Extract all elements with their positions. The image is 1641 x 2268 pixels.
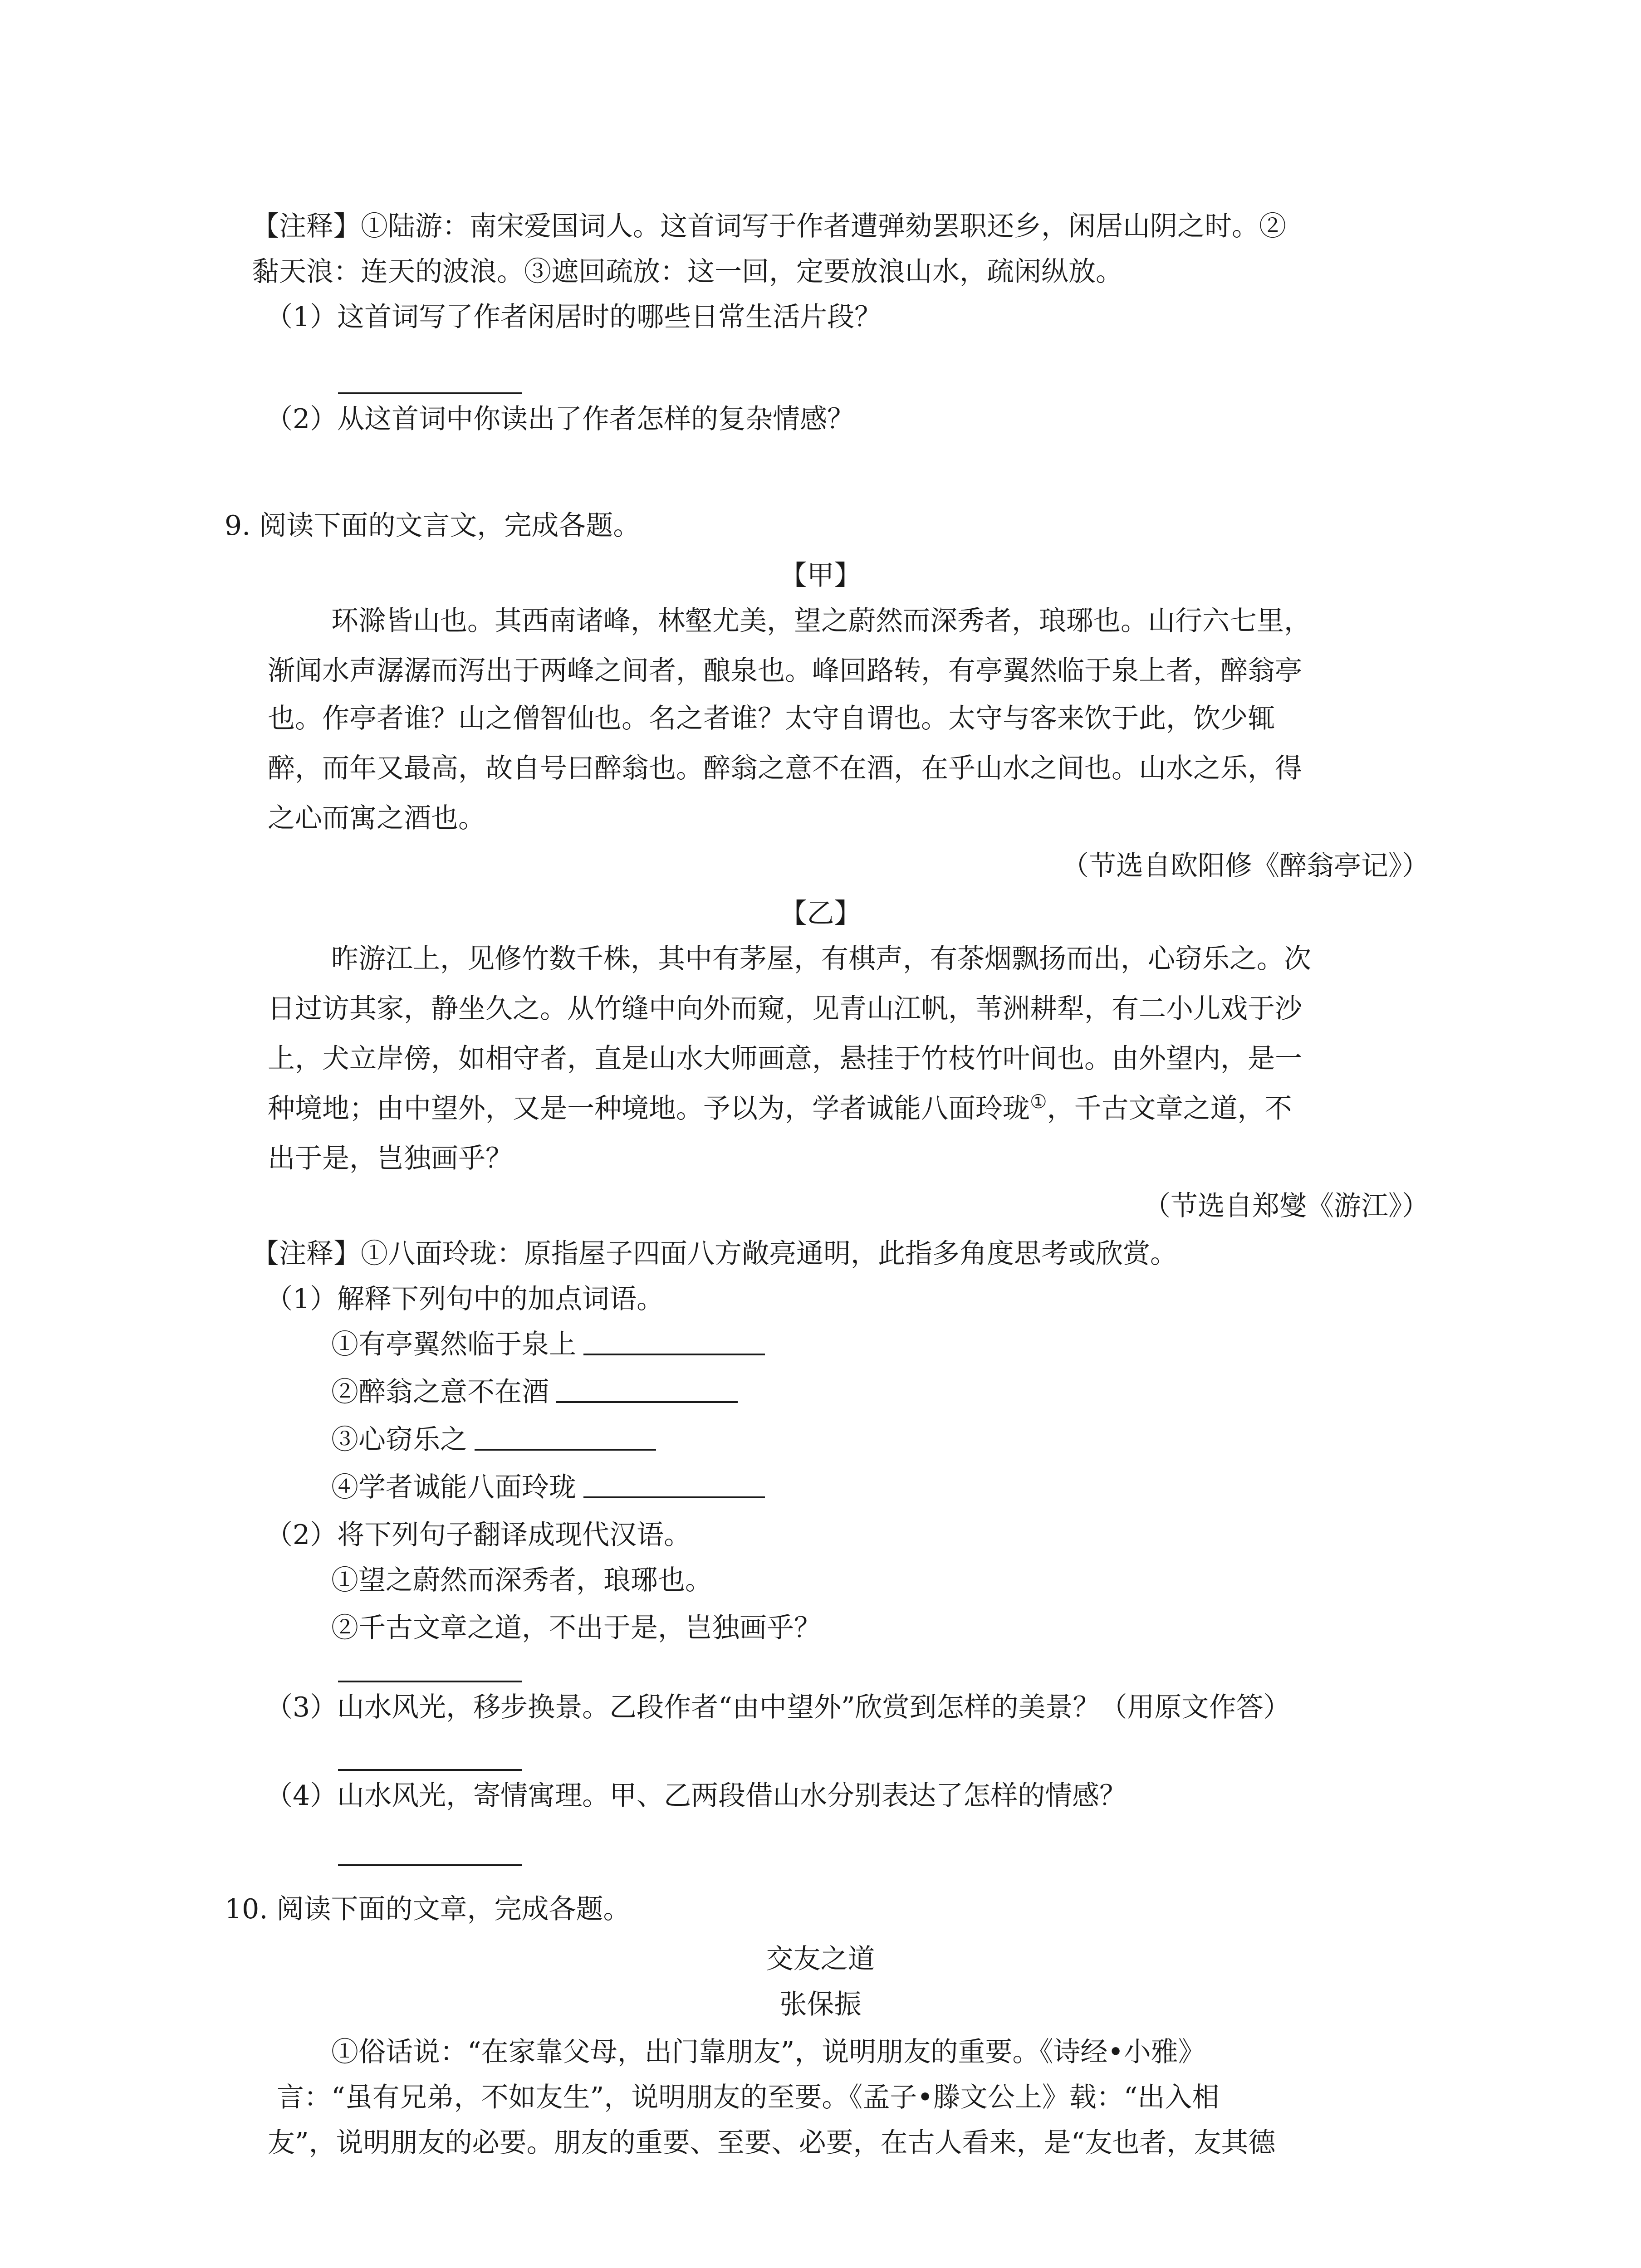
q9-sub4: （4）山水风光，寄情寓理。甲、乙两段借山水分别表达了怎样的情感？ <box>265 1780 1127 1812</box>
poem-note-label: 【注释】 <box>252 210 361 242</box>
q9-sub3: （3）山水风光，移步换景。乙段作者“由中望外”欣赏到怎样的美景？（用原文作答） <box>265 1691 1291 1723</box>
q9-sub1-item: ①有亭翼然临于泉上 <box>331 1325 765 1364</box>
passage-yi-line: 上，犬立岸傍，如相守者，直是山水大师画意，悬挂于竹枝竹叶间也。由外望内，是一 <box>268 1043 1302 1075</box>
passage-yi-source: （节选自郑燮《游江》） <box>1143 1190 1429 1222</box>
q9-sub1-item: ③心窃乐之 <box>331 1420 656 1460</box>
q9-sub1-prompt: （1）解释下列句中的加点词语。 <box>265 1283 664 1315</box>
answer-blank-poem-q1[interactable] <box>338 392 522 394</box>
answer-blank[interactable] <box>556 1401 738 1403</box>
q9-note: 【注释】①八面玲珑：原指屋子四面八方敞亮通明，此指多角度思考或欣赏。 <box>252 1238 1177 1270</box>
passage-jia-line: 之心而寓之酒也。 <box>268 802 485 834</box>
q9-sub1-item: ④学者诚能八面玲珑 <box>331 1467 765 1507</box>
article-paragraph-line: 言：“虽有兄弟，不如友生”，说明朋友的至要。《孟子•滕文公上》载：“出入相 <box>277 2082 1220 2113</box>
passage-yi-heading: 【乙】 <box>779 898 862 929</box>
answer-blank[interactable] <box>583 1354 765 1355</box>
poem-note-line2: 黏天浪：连天的波浪。③遮回疏放：这一回，定要放浪山水，疏闲纵放。 <box>252 256 1123 288</box>
poem-note-line1: 【注释】①陆游：南宋爱国词人。这首词写于作者遭弹劾罢职还乡，闲居山阴之时。② <box>252 210 1286 242</box>
passage-jia-line: 醉，而年又最高，故自号曰醉翁也。醉翁之意不在酒，在乎山水之间也。山水之乐，得 <box>268 753 1302 784</box>
passage-jia-line: 渐闻水声潺潺而泻出于两峰之间者，酿泉也。峰回路转，有亭翼然临于泉上者，醉翁亭 <box>268 655 1302 687</box>
question-9-title: 9. 阅读下面的文言文，完成各题。 <box>225 510 641 542</box>
article-paragraph-line: 友”，说明朋友的必要。朋友的重要、至要、必要，在古人看来，是“友也者，友其德 <box>268 2127 1276 2159</box>
answer-blank-q9-sub2[interactable] <box>338 1681 522 1682</box>
answer-blank[interactable] <box>583 1496 765 1498</box>
poem-question-2: （2）从这首词中你读出了作者怎样的复杂情感？ <box>265 403 855 435</box>
passage-yi-line: 昨游江上，见修竹数千株，其中有茅屋，有棋声，有茶烟飘扬而出，心窃乐之。次 <box>331 943 1311 975</box>
passage-yi-line: 种境地；由中望外，又是一种境地。予以为，学者诚能八面玲珑①，千古文章之道，不 <box>268 1090 1292 1124</box>
footnote-marker: ① <box>1030 1090 1047 1113</box>
article-title: 交友之道 <box>766 1943 875 1975</box>
article-author: 张保振 <box>779 1989 862 2020</box>
passage-jia-line: 也。作亭者谁？山之僧智仙也。名之者谁？太守自谓也。太守与客来饮于此，饮少辄 <box>268 703 1275 734</box>
answer-blank[interactable] <box>475 1449 656 1451</box>
passage-yi-line: 出于是，岂独画乎？ <box>268 1143 513 1174</box>
q9-note-label: 【注释】 <box>252 1238 361 1270</box>
article-paragraph-line: ①俗话说：“在家靠父母，出门靠朋友”，说明朋友的重要。《诗经•小雅》 <box>331 2036 1205 2068</box>
passage-jia-heading: 【甲】 <box>779 560 862 591</box>
passage-yi-line: 日过访其家，静坐久之。从竹缝中向外而窥，见青山江帆，苇洲耕犁，有二小儿戏于沙 <box>268 993 1302 1025</box>
passage-jia-line: 环滁皆山也。其西南诸峰，林壑尤美，望之蔚然而深秀者，琅琊也。山行六七里， <box>331 605 1311 637</box>
answer-blank-q9-sub3[interactable] <box>338 1769 522 1771</box>
poem-question-1: （1）这首词写了作者闲居时的哪些日常生活片段？ <box>265 301 882 333</box>
question-10-title: 10. 阅读下面的文章，完成各题。 <box>225 1893 631 1925</box>
q9-sub2-prompt: （2）将下列句子翻译成现代汉语。 <box>265 1519 691 1551</box>
passage-jia-source: （节选自欧阳修《醉翁亭记》） <box>1062 850 1429 882</box>
q9-sub2-item: ②千古文章之道，不出于是，岂独画乎？ <box>331 1612 821 1644</box>
q9-sub2-item: ①望之蔚然而深秀者，琅琊也。 <box>331 1564 712 1596</box>
answer-blank-q9-sub4[interactable] <box>338 1864 522 1866</box>
q9-sub1-item: ②醉翁之意不在酒 <box>331 1372 738 1412</box>
